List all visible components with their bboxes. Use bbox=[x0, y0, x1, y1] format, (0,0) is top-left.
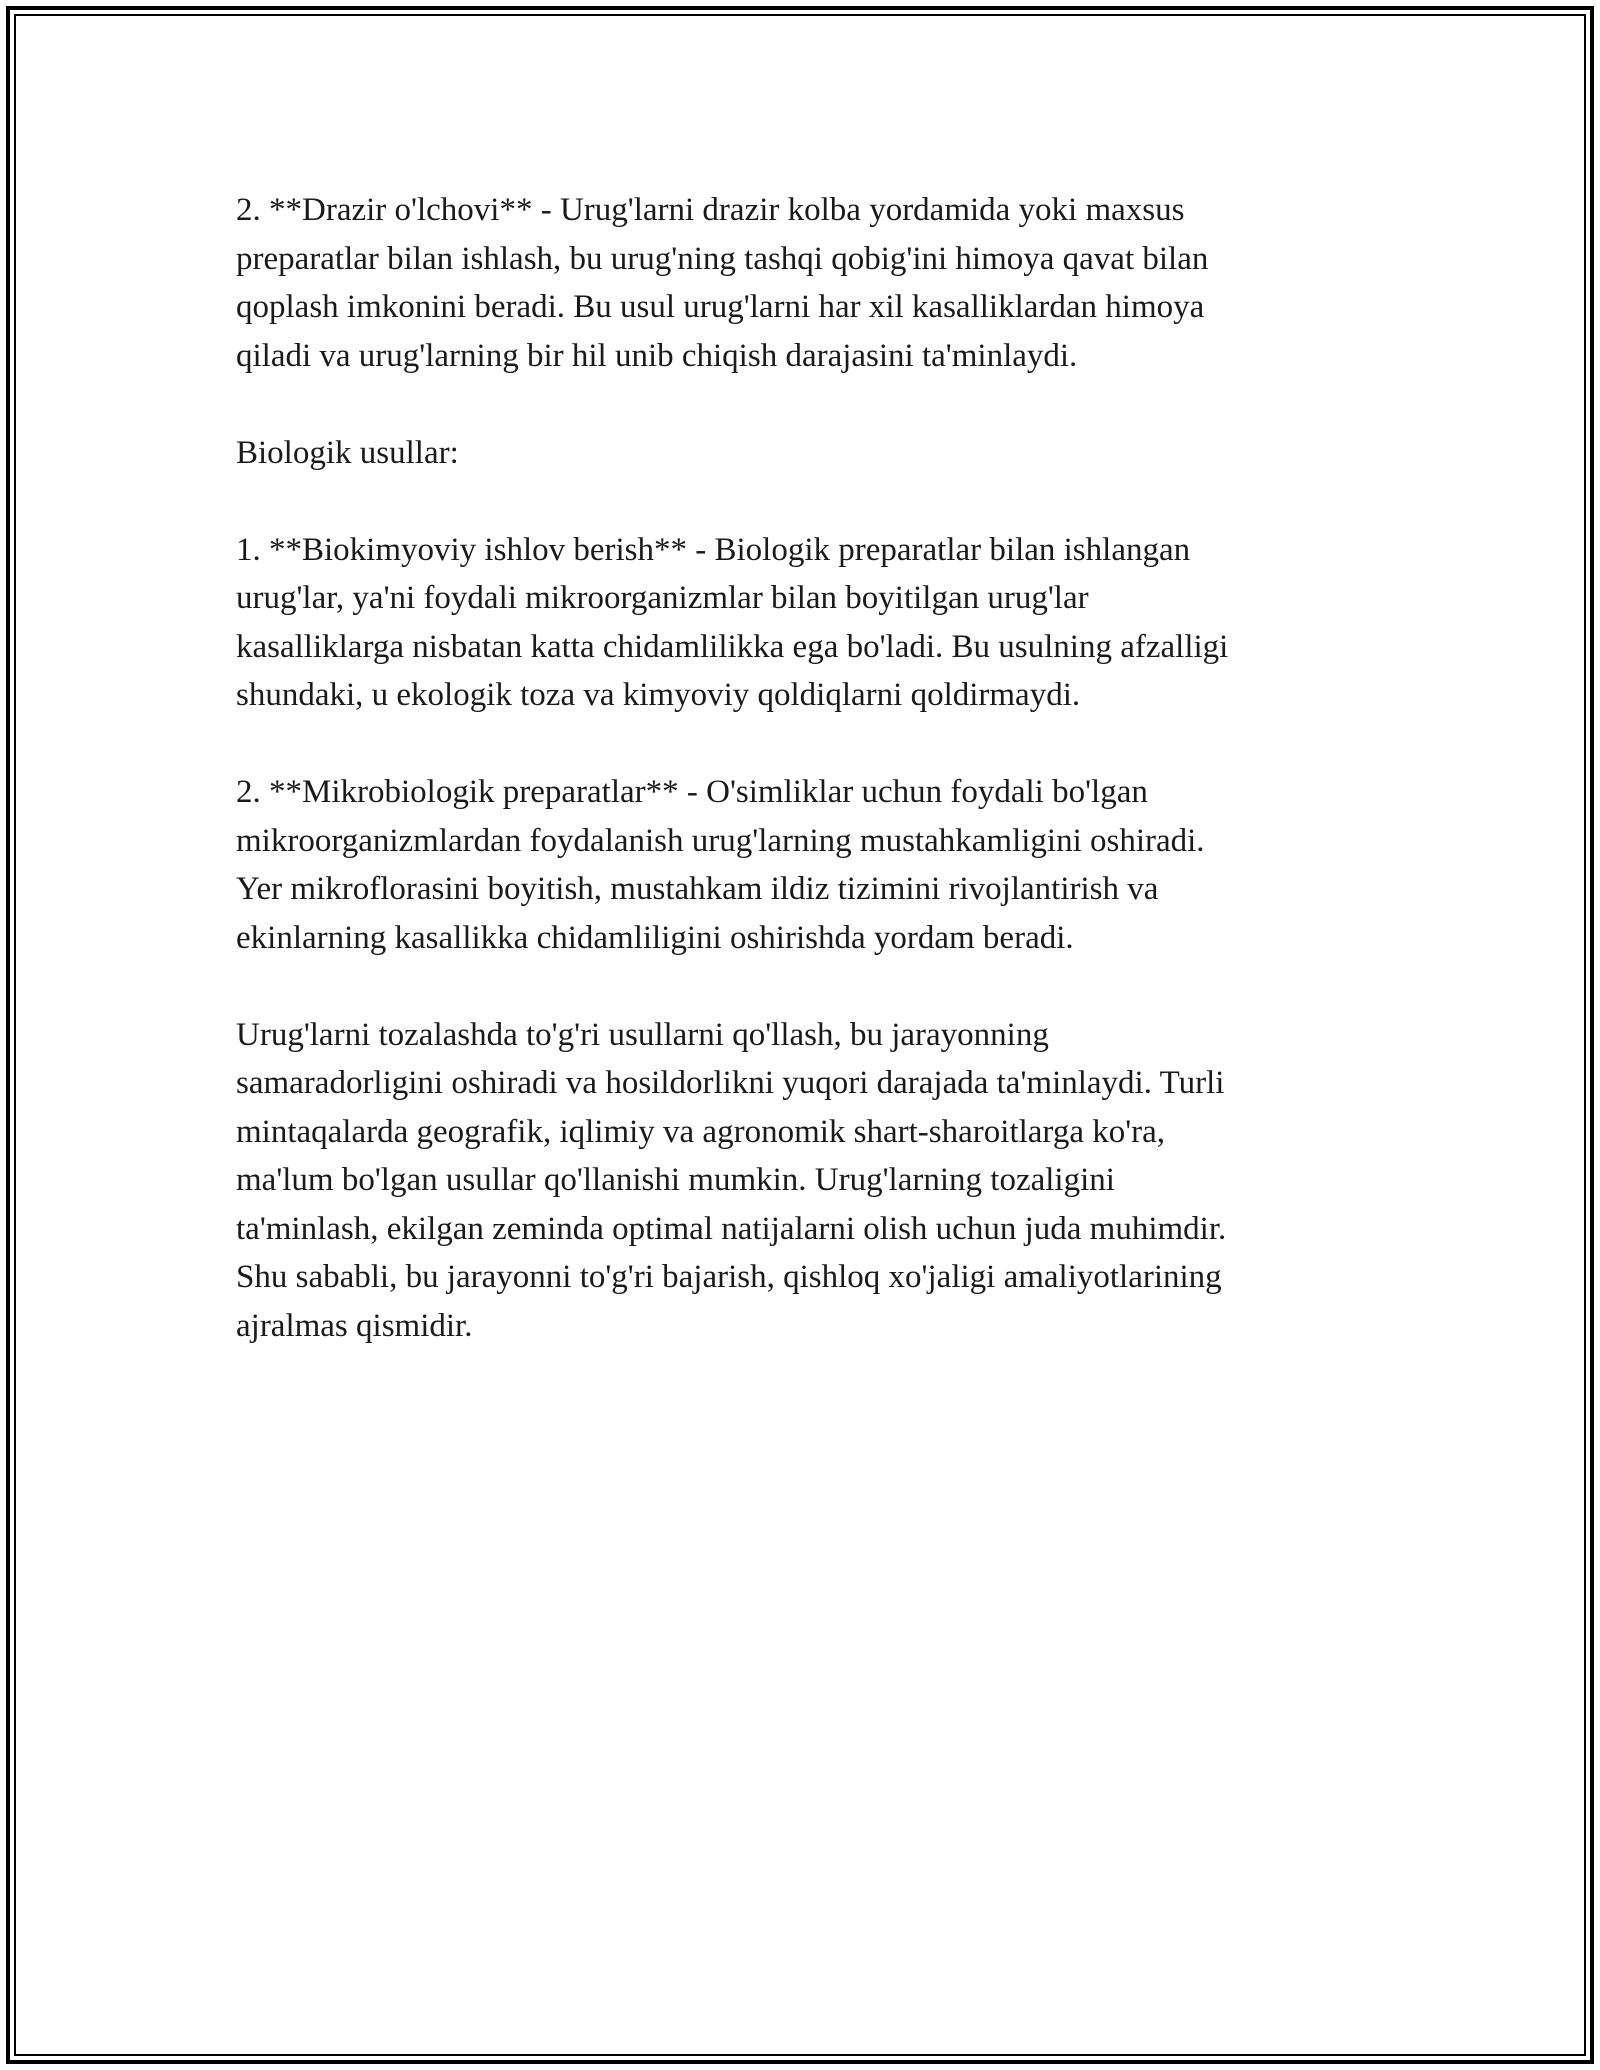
text-line: qoplash imkonini beradi. Bu usul urug'larni har xil kasalliklardan himoya bbox=[236, 289, 1205, 325]
text-line: ta'minlash, ekilgan zeminda optimal natijalarni olish uchun juda muhimdir. bbox=[236, 1210, 1227, 1247]
section-heading-biologik-usullar bbox=[236, 429, 1366, 478]
text-line: samaradorligini oshiradi va hosildorlikni yuqori darajada ta'minlaydi. Turli bbox=[236, 1065, 1225, 1101]
text-line: kasalliklarga nisbatan katta chidamlilikka ega bo'ladi. Bu usulning afzalligi bbox=[236, 628, 1229, 665]
text-line: urug'lar, ya'ni foydali mikroorganizmlar bilan boyitilgan urug'lar bbox=[236, 580, 1089, 616]
paragraph-conclusion bbox=[236, 1011, 1366, 1351]
paragraph-drazir bbox=[236, 186, 1366, 380]
text-line: Urug'larni tozalashda to'g'ri usullarni qo'llash, bu jarayonning bbox=[236, 1016, 1049, 1053]
paragraph-mikrobiologik bbox=[236, 768, 1366, 962]
paragraph-biokimyoviy bbox=[236, 526, 1366, 720]
text-line: Yer mikroflorasini boyitish, mustahkam ildiz tizimini rivojlantirish va bbox=[236, 871, 1159, 907]
text-line: preparatlar bilan ishlash, bu urug'ning tashqi qobig'ini himoya qavat bilan bbox=[236, 240, 1209, 277]
text-line: 2. **Mikrobiologik preparatlar** - O'simliklar uchun foydali bo'lgan bbox=[236, 774, 1148, 810]
text-line: ekinlarning kasallikka chidamliligini oshirishda yordam beradi. bbox=[236, 919, 1074, 956]
text-line: shundaki, u ekologik toza va kimyoviy qoldiqlarni qoldirmaydi. bbox=[236, 677, 1081, 713]
text-line: mintaqalarda geografik, iqlimiy va agronomik shart-sharoitlarga ko'ra, bbox=[236, 1113, 1166, 1150]
text-line: Shu sababli, bu jarayonni to'g'ri bajarish, qishloq xo'jaligi amaliyotlarining bbox=[236, 1259, 1222, 1295]
text-line: qiladi va urug'larning bir hil unib chiqish darajasini ta'minlaydi. bbox=[236, 337, 1078, 374]
text-line: ajralmas qismidir. bbox=[236, 1307, 473, 1344]
text-line: Biologik usullar: bbox=[236, 434, 459, 471]
text-line: mikroorganizmlardan foydalanish urug'larning mustahkamligini oshiradi. bbox=[236, 822, 1205, 859]
text-line: 2. **Drazir o'lchovi** - Urug'larni drazir kolba yordamida yoki maxsus bbox=[236, 192, 1185, 228]
document-body bbox=[236, 186, 1366, 1399]
text-line: 1. **Biokimyoviy ishlov berish** - Biologik preparatlar bilan ishlangan bbox=[236, 531, 1191, 568]
text-line: ma'lum bo'lgan usullar qo'llanishi mumkin. Urug'larning tozaligini bbox=[236, 1162, 1115, 1198]
